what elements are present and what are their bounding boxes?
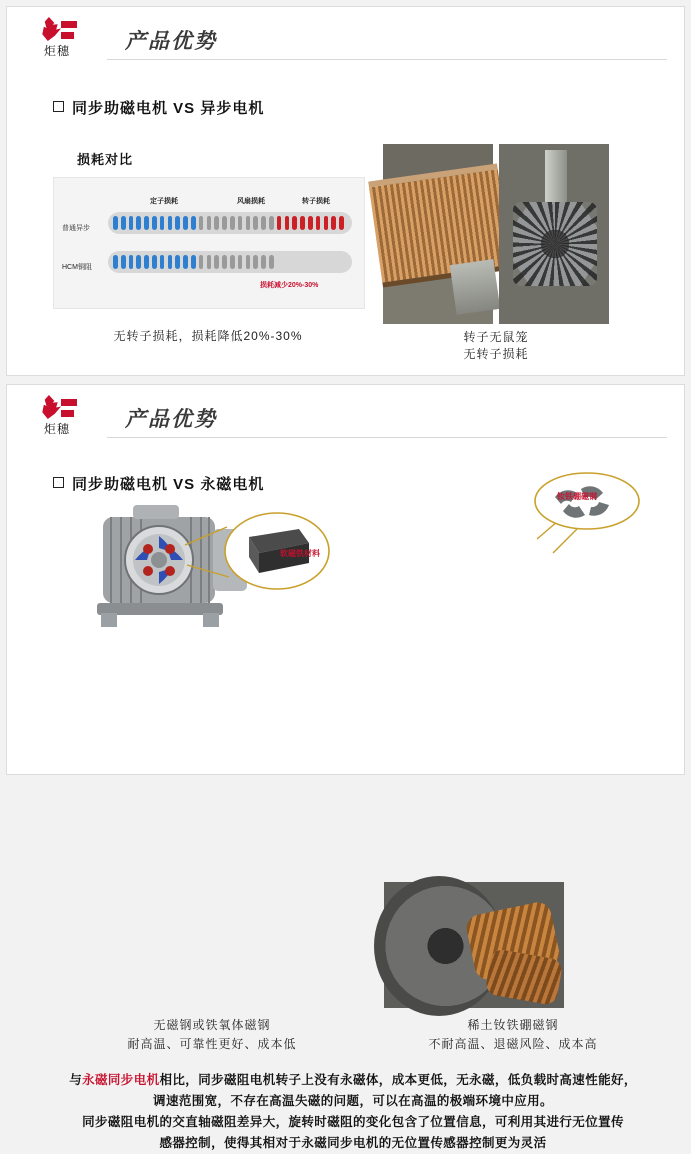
chart-segment xyxy=(269,216,274,230)
slide1-title-rule xyxy=(107,59,667,60)
motor-illustration xyxy=(63,503,363,633)
chart-segment-empty xyxy=(316,255,321,269)
chart-bar-hcm xyxy=(108,251,352,273)
logo-bar-top xyxy=(61,21,77,28)
chart-segment xyxy=(191,255,196,269)
magnet-callout-right xyxy=(477,467,657,587)
slide1-chart-caption: 无转子损耗，损耗降低20%-30% xyxy=(113,329,303,343)
chart-segment xyxy=(207,216,212,230)
slide1-section-heading-text: 同步助磁电机 VS 异步电机 xyxy=(72,100,265,117)
slide2-title: 产品优势 xyxy=(125,408,217,431)
chart-segment xyxy=(324,216,329,230)
chart-segment-empty xyxy=(324,255,329,269)
chart-segment xyxy=(199,255,204,269)
chart-segment xyxy=(339,216,344,230)
chart-segment xyxy=(144,255,149,269)
chart-row-label-hcm: HCM铜阻 xyxy=(62,264,92,271)
slide1-photo-caption xyxy=(383,329,609,363)
slide1-photo-caption-line2: 无转子损耗 xyxy=(463,347,529,361)
logo-bar-bottom xyxy=(61,32,74,39)
logo-bar-bottom-2 xyxy=(61,410,74,417)
chart-segment xyxy=(300,216,305,230)
bottom-paragraph-line3: 同步磁阻电机的交直轴磁阻差异大，旋转时磁阻的变化包含了位置信息，可利用其进行无位置传 xyxy=(82,1115,624,1129)
chart-segment xyxy=(152,216,157,230)
slide1-photo-caption-line1: 转子无鼠笼 xyxy=(463,330,529,344)
chart-segment xyxy=(136,216,141,230)
chart-annotation: 损耗减少20%-30% xyxy=(260,282,319,289)
chart-segment xyxy=(207,255,212,269)
chart-segment xyxy=(246,255,251,269)
stator-coil-photo xyxy=(384,882,564,1008)
bottom-paragraph-line2: 调速范围宽，不存在高温失磁的问题，可以在高温的极端环境中应用。 xyxy=(153,1094,553,1108)
chart-segment xyxy=(253,216,258,230)
chart-segment xyxy=(214,216,219,230)
chart-segment xyxy=(292,216,297,230)
bottom-paragraph-line1 xyxy=(33,1070,673,1091)
chart-segment xyxy=(183,255,188,269)
chart-segment xyxy=(230,255,235,269)
slide1-title: 产品优势 xyxy=(125,30,217,53)
rotor-flux-barriers xyxy=(513,202,597,286)
chart-segment xyxy=(129,255,134,269)
rotor-photo-right xyxy=(499,144,609,324)
chart-segment xyxy=(152,255,157,269)
bottom-line1-highlight: 永磁同步电机 xyxy=(82,1073,160,1087)
flame-shape-2 xyxy=(39,395,61,419)
chart-segment xyxy=(175,216,180,230)
chart-segment xyxy=(230,216,235,230)
chart-segment-label-stator: 定子损耗 xyxy=(150,198,178,205)
slide-product-advantage-2 xyxy=(6,384,685,1150)
logo-brand-name: 炬穗 xyxy=(43,44,70,58)
callout-left-label: 软磁铁材料 xyxy=(280,549,320,558)
chart-bar-async xyxy=(108,212,352,234)
chart-segment xyxy=(136,255,141,269)
flame-logo-icon-2 xyxy=(31,395,83,439)
rotor-cross-section xyxy=(125,526,193,594)
chart-segment-label-fan: 风扇损耗 xyxy=(237,198,265,205)
chart-segment xyxy=(168,255,173,269)
chart-segment xyxy=(261,216,266,230)
chart-segment-empty xyxy=(292,255,297,269)
chart-segment xyxy=(183,216,188,230)
chart-segment xyxy=(222,216,227,230)
rotor-shaft xyxy=(450,259,501,315)
chart-segment xyxy=(269,255,274,269)
chart-segment-label-rotor: 转子损耗 xyxy=(302,198,330,205)
chart-segment xyxy=(113,255,118,269)
slide1-header xyxy=(7,7,684,69)
bottom-line1-part-a: 与 xyxy=(69,1073,83,1087)
chart-segment xyxy=(129,216,134,230)
chart-segment xyxy=(316,216,321,230)
chart-segment xyxy=(168,216,173,230)
slide2-section-heading-text: 同步助磁电机 VS 永磁电机 xyxy=(72,476,265,493)
slide1-section-heading xyxy=(53,97,264,118)
chart-segment xyxy=(238,255,243,269)
slide2-section-heading xyxy=(53,473,264,494)
chart-segment xyxy=(285,216,290,230)
chart-segment xyxy=(121,255,126,269)
chart-segment-empty xyxy=(331,255,336,269)
flame-logo-icon xyxy=(31,17,83,61)
chart-segment-empty xyxy=(339,255,344,269)
slide2-caption-right xyxy=(373,1016,653,1054)
slide2-caption-left-line2: 耐高温、可靠性更好、成本低 xyxy=(127,1037,297,1051)
chart-segment xyxy=(261,255,266,269)
chart-title: 损耗对比 xyxy=(77,152,134,167)
slide2-caption-right-line1: 稀土钕铁硼磁钢 xyxy=(467,1018,559,1032)
chart-segment xyxy=(238,216,243,230)
chart-segment xyxy=(160,255,165,269)
logo-bar-top-2 xyxy=(61,399,77,406)
chart-segment xyxy=(199,216,204,230)
chart-segment xyxy=(144,216,149,230)
chart-segment xyxy=(175,255,180,269)
chart-segment xyxy=(331,216,336,230)
chart-segment-empty xyxy=(300,255,305,269)
chart-segment xyxy=(308,216,313,230)
chart-segment xyxy=(253,255,258,269)
chart-segment xyxy=(277,216,282,230)
slide2-caption-right-line2: 不耐高温、退磁风险、成本高 xyxy=(428,1037,598,1051)
square-bullet-icon-2 xyxy=(53,477,64,488)
bottom-paragraph-line4: 感器控制，使得其相对于永磁同步电机的无位置传感器控制更为灵活 xyxy=(159,1136,547,1150)
chart-segment xyxy=(246,216,251,230)
chart-segment-empty xyxy=(285,255,290,269)
logo-brand-name-2: 炬穗 xyxy=(43,422,70,436)
rotor-shaft-vertical xyxy=(545,150,567,208)
flame-shape xyxy=(39,17,61,41)
chart-row-label-async: 普通异步 xyxy=(62,225,90,232)
chart-segment xyxy=(191,216,196,230)
slide2-bottom-paragraph xyxy=(33,1070,673,1154)
slide-product-advantage-1 xyxy=(6,6,685,376)
chart-segment xyxy=(113,216,118,230)
bottom-line1-part-b: 相比，同步磁阻电机转子上没有永磁体，成本更低，无永磁，低负载时高速性能好， xyxy=(159,1073,637,1087)
square-bullet-icon xyxy=(53,101,64,112)
loss-comparison-chart xyxy=(53,177,365,309)
chart-segment xyxy=(214,255,219,269)
slide2-title-rule xyxy=(107,437,667,438)
chart-segment xyxy=(121,216,126,230)
chart-segment xyxy=(222,255,227,269)
chart-segment-empty xyxy=(277,255,282,269)
chart-segment xyxy=(160,216,165,230)
slide2-header xyxy=(7,385,684,447)
slide2-caption-left-line1: 无磁钢或铁氧体磁钢 xyxy=(153,1018,271,1032)
chart-segment-empty xyxy=(308,255,313,269)
callout-right-label: 钕铁硼磁钢 xyxy=(557,492,597,501)
rotor-photo-left xyxy=(383,144,493,324)
slide2-caption-left xyxy=(67,1016,357,1054)
